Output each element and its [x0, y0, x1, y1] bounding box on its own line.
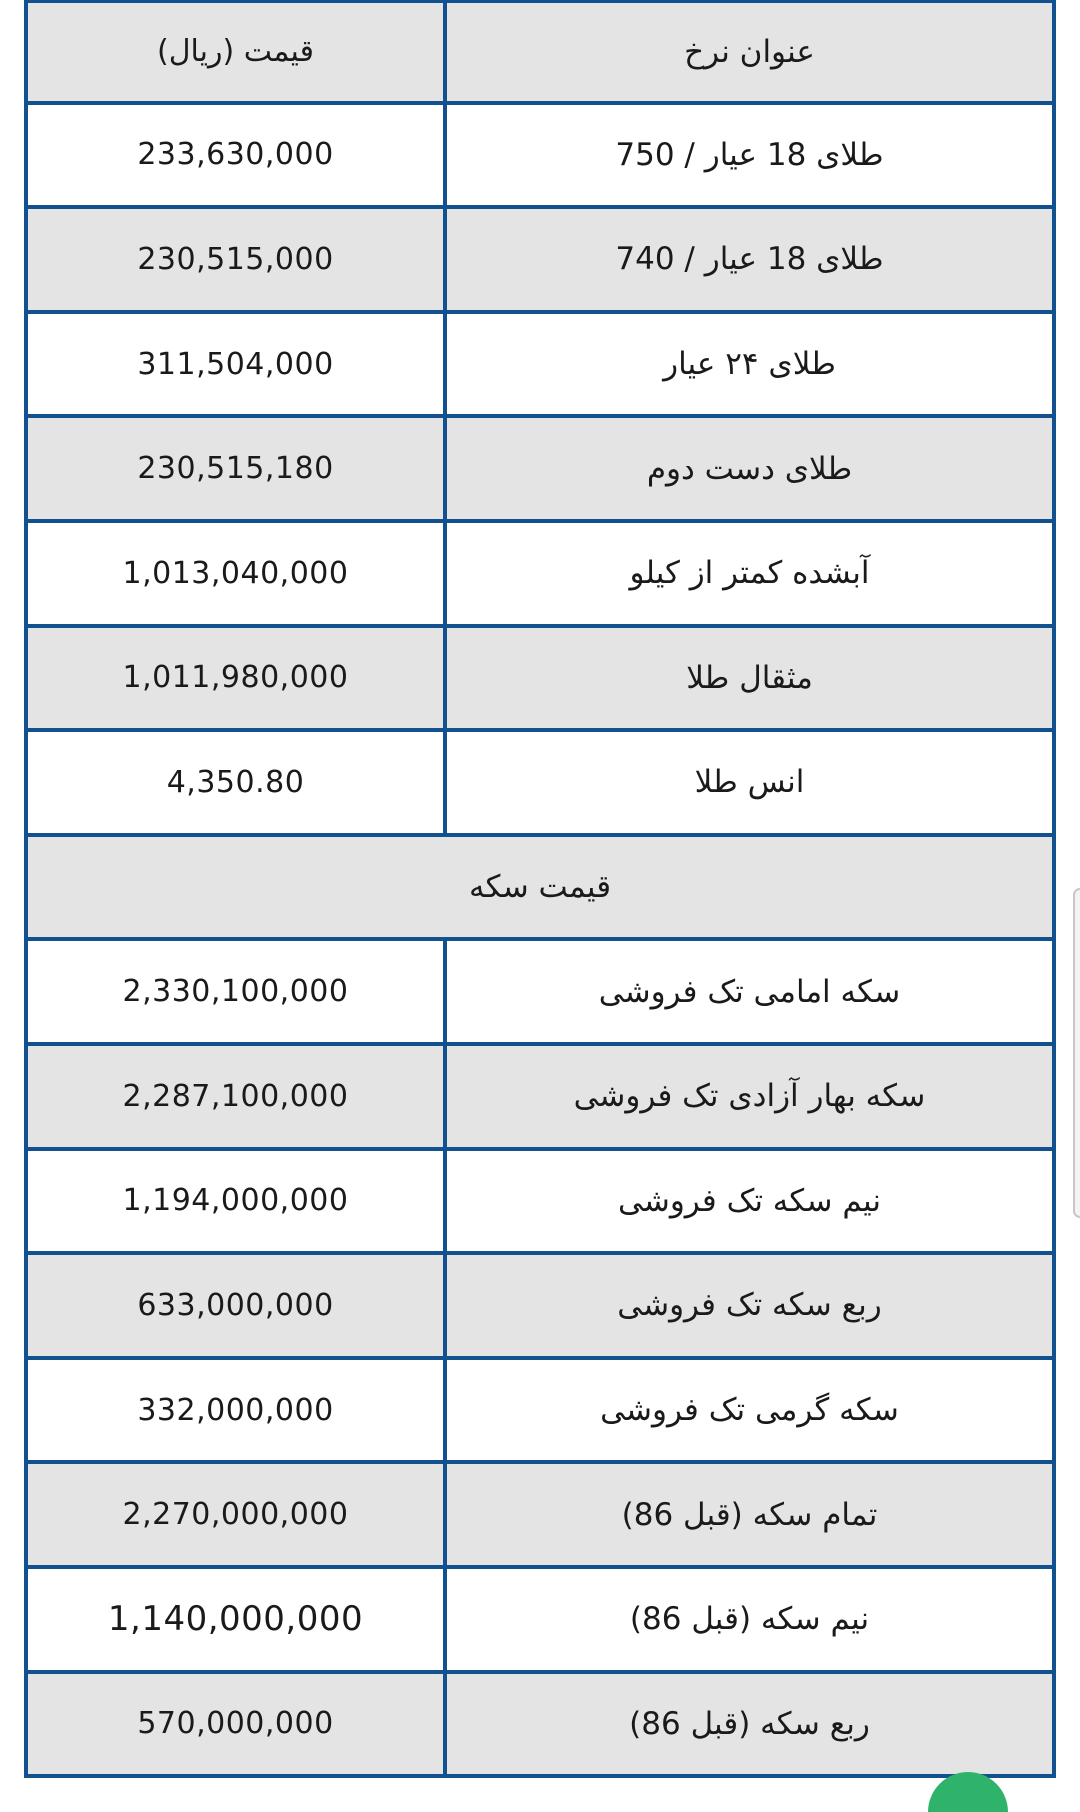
- rate-price-cell: 1,013,040,000: [122, 555, 349, 591]
- rate-title-cell: طلای دست دوم: [443, 418, 1052, 519]
- header-title-cell: عنوان نرخ: [443, 3, 1052, 101]
- rate-price-cell: 233,630,000: [137, 137, 334, 173]
- coin-section-title: قیمت سکه: [468, 869, 612, 906]
- scrollbar-handle[interactable]: [1073, 888, 1080, 1218]
- rate-price-cell: 2,287,100,000: [122, 1078, 349, 1114]
- table-row: [28, 314, 1052, 419]
- header-price-cell: قیمت (ریال): [157, 34, 314, 70]
- rate-price-cell: 230,515,000: [137, 241, 334, 277]
- table-row: [28, 418, 1052, 523]
- rate-title-cell: نیم سکه تک فروشی: [443, 1151, 1052, 1252]
- rate-title-cell: سکه گرمی تک فروشی: [443, 1360, 1052, 1461]
- rate-title-cell: سکه امامی تک فروشی: [443, 941, 1052, 1042]
- rate-price-cell: 4,350.80: [166, 764, 305, 800]
- table-row: [28, 1046, 1052, 1151]
- table-row: [28, 1360, 1052, 1465]
- table-row: [28, 732, 1052, 837]
- rate-price-cell: 633,000,000: [137, 1287, 334, 1323]
- table-header-row: [28, 0, 1052, 105]
- rate-price-cell: 1,011,980,000: [122, 660, 349, 696]
- table-row: [28, 628, 1052, 733]
- rate-price-cell: 1,194,000,000: [122, 1183, 349, 1219]
- rate-price-cell: 570,000,000: [137, 1706, 334, 1742]
- rate-title-cell: آبشده کمتر از کیلو: [443, 523, 1052, 624]
- rate-price-cell: 311,504,000: [137, 346, 334, 382]
- rate-price-cell: 1,140,000,000: [107, 1599, 364, 1640]
- table-row: [28, 1255, 1052, 1360]
- table-row: [28, 1674, 1052, 1779]
- rate-title-cell: طلای 18 عیار / 750: [443, 105, 1052, 206]
- table-row: [28, 1151, 1052, 1256]
- gold-price-table: [24, 0, 1056, 1778]
- table-row: [28, 105, 1052, 210]
- rate-price-cell: 230,515,180: [137, 451, 334, 487]
- coin-section-header-row: [28, 837, 1052, 942]
- table-row: [28, 523, 1052, 628]
- rate-price-cell: 2,330,100,000: [122, 974, 349, 1010]
- rate-title-cell: طلای 18 عیار / 740: [443, 209, 1052, 310]
- rate-title-cell: ربع سکه (قبل 86): [443, 1674, 1052, 1775]
- table-row: [28, 1464, 1052, 1569]
- rate-title-cell: سکه بهار آزادی تک فروشی: [443, 1046, 1052, 1147]
- table-row: [28, 209, 1052, 314]
- rate-title-cell: ربع سکه تک فروشی: [443, 1255, 1052, 1356]
- rate-title-cell: نیم سکه (قبل 86): [443, 1569, 1052, 1670]
- rate-price-cell: 2,270,000,000: [122, 1497, 349, 1533]
- rate-price-cell: 332,000,000: [137, 1392, 334, 1428]
- rate-title-cell: انس طلا: [443, 732, 1052, 833]
- rate-title-cell: مثقال طلا: [443, 628, 1052, 729]
- rate-title-cell: تمام سکه (قبل 86): [443, 1464, 1052, 1565]
- table-row: [28, 1569, 1052, 1674]
- table-row: [28, 941, 1052, 1046]
- rate-title-cell: طلای ۲۴ عیار: [443, 314, 1052, 415]
